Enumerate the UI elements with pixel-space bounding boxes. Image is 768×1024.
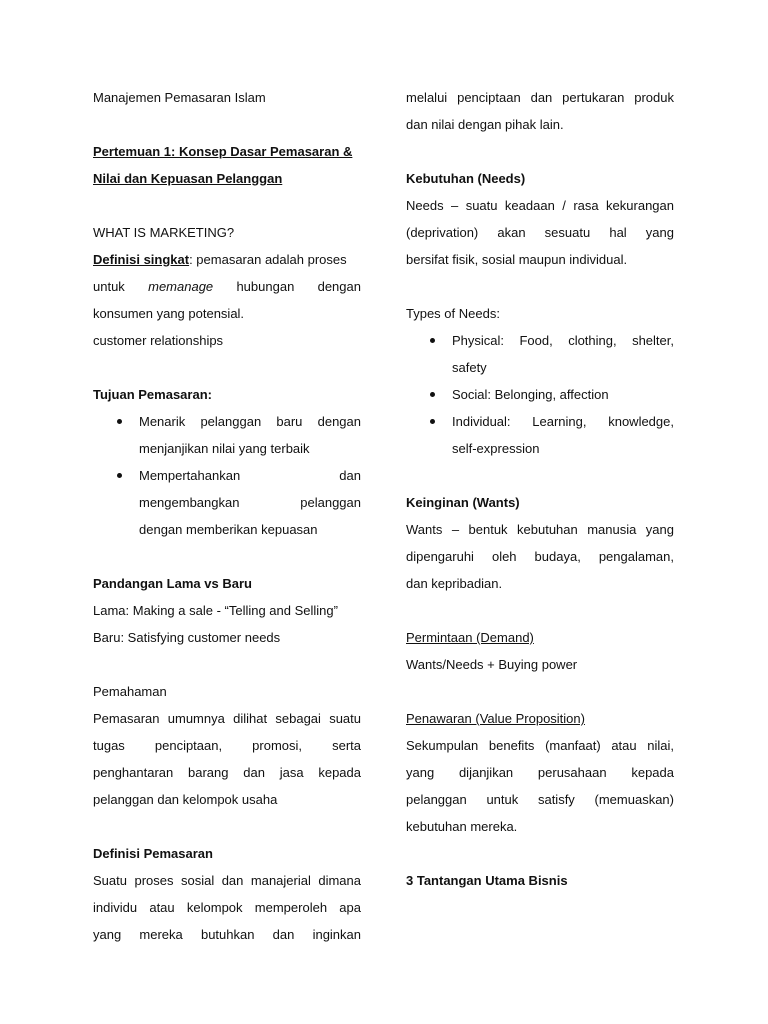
definition-short-line-3: konsumen yang potensial. bbox=[93, 306, 245, 321]
what-is-marketing: WHAT IS MARKETING? bbox=[93, 225, 235, 240]
demand-heading: Permintaan (Demand) bbox=[406, 630, 534, 645]
right-column bbox=[406, 84, 674, 894]
needs-heading: Kebutuhan (Needs) bbox=[406, 171, 526, 186]
customer-relationships: customer relationships bbox=[93, 333, 224, 348]
pandangan-lama: Lama: Making a sale - “Telling and Selling” bbox=[93, 603, 338, 618]
pandangan-heading: Pandangan Lama vs Baru bbox=[93, 576, 252, 591]
word-dengan: dengan bbox=[317, 279, 361, 294]
word-untuk: untuk bbox=[93, 279, 125, 294]
definisi-line-1: Suatu proses sosial dan manajerial dimana bbox=[93, 873, 361, 888]
tujuan-item-1-line-1: Menarik pelanggan baru dengan bbox=[139, 414, 361, 429]
bullet-icon bbox=[117, 419, 122, 424]
challenges-heading: 3 Tantangan Utama Bisnis bbox=[406, 873, 568, 888]
offer-heading: Penawaran (Value Proposition) bbox=[406, 711, 585, 726]
pemahaman-line-4: pelanggan dan kelompok usaha bbox=[93, 792, 278, 807]
tujuan-item-1-line-2: menjanjikan nilai yang terbaik bbox=[139, 441, 310, 456]
tujuan-item-2-line-2: mengembangkan pelanggan bbox=[139, 495, 361, 510]
types-item-physical-line-2: safety bbox=[452, 360, 487, 375]
offer-line-1: Sekumpulan benefits (manfaat) atau nilai, bbox=[406, 738, 674, 753]
types-item-individual-line-2: self-expression bbox=[452, 441, 540, 456]
document-title: Manajemen Pemasaran Islam bbox=[93, 90, 266, 105]
offer-line-3: pelanggan untuk satisfy (memuaskan) bbox=[406, 792, 674, 807]
offer-line-2: yang dijanjikan perusahaan kepada bbox=[406, 765, 674, 780]
definisi-line-3: yang mereka butuhkan dan inginkan bbox=[93, 927, 361, 942]
continuation-line-2: dan nilai dengan pihak lain. bbox=[406, 117, 564, 132]
wants-line-3: dan kepribadian. bbox=[406, 576, 503, 591]
needs-line-2: (deprivation) akan sesuatu hal yang bbox=[406, 225, 674, 240]
wants-heading: Keinginan (Wants) bbox=[406, 495, 520, 510]
definition-short-label: Definisi singkat bbox=[93, 252, 190, 267]
types-item-individual-line-1: Individual: Learning, knowledge, bbox=[452, 414, 674, 429]
tujuan-item-2-line-3: dengan memberikan kepuasan bbox=[139, 522, 318, 537]
definition-short-line-1 bbox=[93, 246, 361, 273]
types-item-social bbox=[406, 381, 674, 408]
definisi-line-2: individu atau kelompok memperoleh apa bbox=[93, 900, 361, 915]
types-heading: Types of Needs: bbox=[406, 306, 500, 321]
offer-line-4: kebutuhan mereka. bbox=[406, 819, 518, 834]
pemahaman-line-1: Pemasaran umumnya dilihat sebagai suatu bbox=[93, 711, 361, 726]
pemahaman-heading: Pemahaman bbox=[93, 684, 167, 699]
pemahaman-line-3: penghantaran barang dan jasa kepada bbox=[93, 765, 361, 780]
tujuan-item-1 bbox=[93, 408, 361, 462]
word-memanage: memanage bbox=[148, 279, 214, 294]
bullet-icon bbox=[430, 338, 435, 343]
needs-line-3: bersifat fisik, sosial maupun individual. bbox=[406, 252, 628, 267]
definisi-heading: Definisi Pemasaran bbox=[93, 846, 213, 861]
types-item-physical bbox=[406, 327, 674, 381]
pandangan-baru: Baru: Satisfying customer needs bbox=[93, 630, 281, 645]
pemahaman-line-2: tugas penciptaan, promosi, serta bbox=[93, 738, 361, 753]
types-item-physical-line-1: Physical: Food, clothing, shelter, bbox=[452, 333, 674, 348]
wants-line-2: dipengaruhi oleh budaya, pengalaman, bbox=[406, 549, 674, 564]
left-column bbox=[93, 84, 361, 948]
tujuan-item-2 bbox=[93, 462, 361, 543]
bullet-icon bbox=[430, 392, 435, 397]
continuation-line-1: melalui penciptaan dan pertukaran produk bbox=[406, 90, 674, 105]
bullet-icon bbox=[430, 419, 435, 424]
definition-short-text: : pemasaran adalah proses bbox=[189, 252, 347, 267]
types-item-individual bbox=[406, 408, 674, 462]
meeting-heading-line-2: Nilai dan Kepuasan Pelanggan bbox=[93, 171, 283, 186]
meeting-heading-line-1: Pertemuan 1: Konsep Dasar Pemasaran & bbox=[93, 144, 353, 159]
bullet-icon bbox=[117, 473, 122, 478]
types-item-social-line-1: Social: Belonging, affection bbox=[452, 387, 609, 402]
definition-short-line-2 bbox=[93, 273, 361, 300]
tujuan-heading: Tujuan Pemasaran: bbox=[93, 387, 212, 402]
word-hubungan: hubungan bbox=[236, 279, 295, 294]
wants-line-1: Wants – bentuk kebutuhan manusia yang bbox=[406, 522, 674, 537]
tujuan-item-2-line-1: Mempertahankan dan bbox=[139, 468, 361, 483]
needs-line-1: Needs – suatu keadaan / rasa kekurangan bbox=[406, 198, 674, 213]
demand-text: Wants/Needs + Buying power bbox=[406, 657, 578, 672]
